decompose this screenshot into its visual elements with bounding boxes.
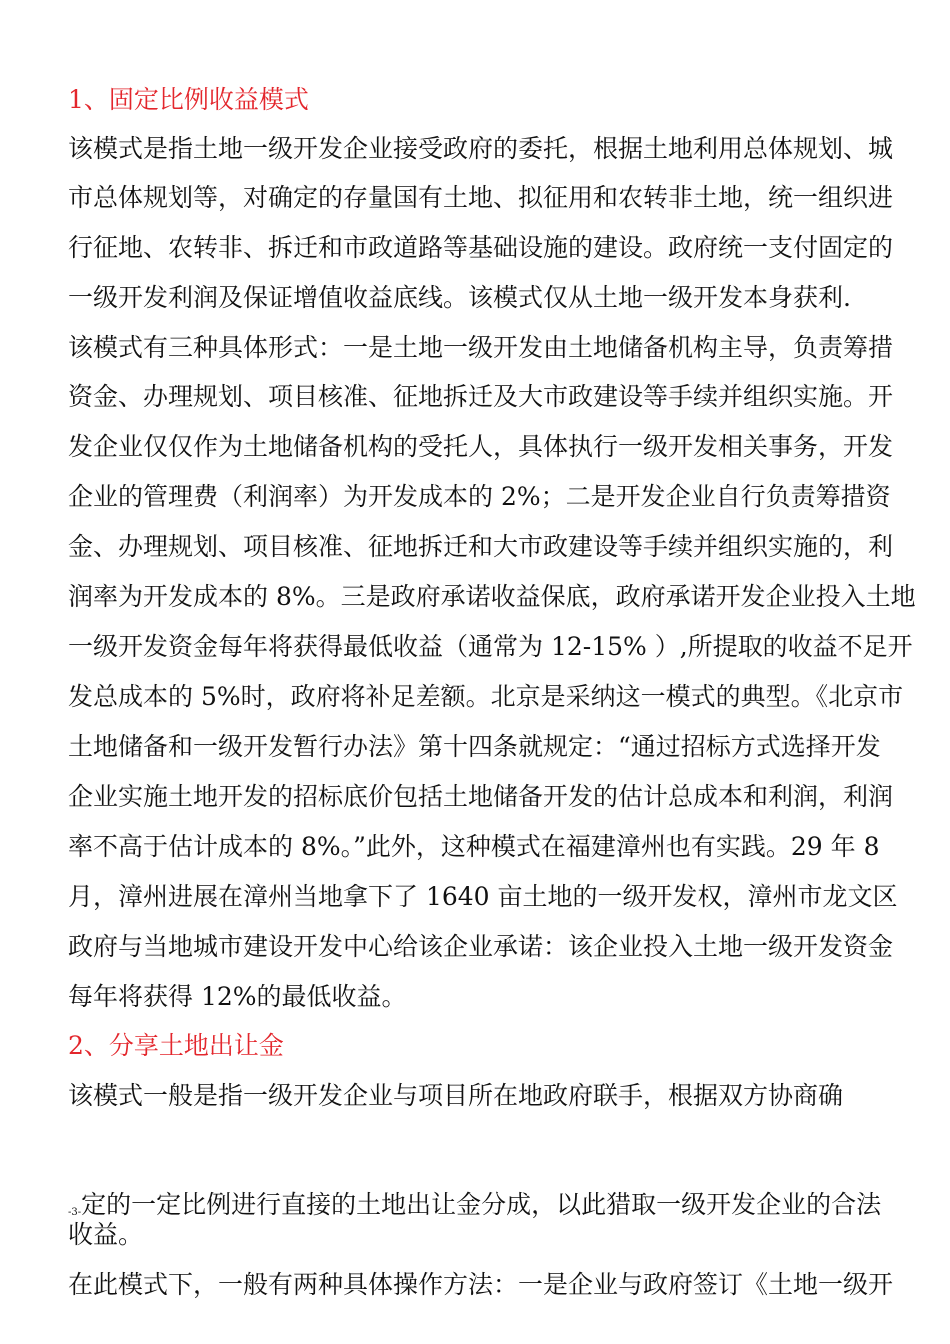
- paragraph-1-line: 该模式是指土地一级开发企业接受政府的委托，根据土地利用总体规划、城: [68, 134, 894, 163]
- paragraph-2-line: 政府与当地城市建设开发中心给该企业承诺：该企业投入土地一级开发资金: [68, 932, 894, 961]
- paragraph-2-line: 月，漳州进展在漳州当地拿下了 1640 亩土地的一级开发权，漳州市龙文区: [68, 882, 898, 911]
- paragraph-2-line: 发总成本的 5%时，政府将补足差额。北京是采纳这一模式的典型。《北京市: [68, 682, 904, 711]
- paragraph-2-line: 每年将获得 12%的最低收益。: [68, 982, 407, 1011]
- paragraph-2-line: 发企业仅仅作为土地储备机构的受托人，具体执行一级开发相关事务，开发: [68, 432, 894, 461]
- paragraph-3-line: 该模式一般是指一级开发企业与项目所在地政府联手，根据双方协商确: [68, 1081, 844, 1110]
- paragraph-3-cont-line: -3-定的一定比例进行直接的土地出让金分成，以此猎取一级开发企业的合法: [68, 1190, 882, 1219]
- paragraph-2-line: 率不高于估计成本的 8%。”此外，这种模式在福建漳州也有实践。29 年 8: [68, 832, 880, 861]
- paragraph-2-line: 企业实施土地开发的招标底价包括土地储备开发的估计总成本和利润，利润: [68, 782, 894, 811]
- page-number: -3-: [68, 1207, 82, 1218]
- section-heading-1: 1、固定比例收益模式: [68, 85, 309, 114]
- paragraph-2-line: 润率为开发成本的 8%。三是政府承诺收益保底，政府承诺开发企业投入土地: [68, 582, 916, 611]
- paragraph-2-line: 企业的管理费（利润率）为开发成本的 2%；二是开发企业自行负责筹措资: [68, 482, 891, 511]
- paragraph-3-cont-line: 收益。: [68, 1220, 144, 1249]
- page-continuation: [68, 1190, 881, 1250]
- section-heading-2: 2、分享土地出让金: [68, 1031, 284, 1060]
- paragraph-1-line: 市总体规划等，对确定的存量国有土地、拟征用和农转非土地，统一组织进: [68, 183, 894, 212]
- paragraph-2-line: 资金、办理规划、项目核准、征地拆迁及大市政建设等手续并组织实施。开: [68, 382, 894, 411]
- paragraph-2-line: 土地储备和一级开发暂行办法》第十四条就规定：“通过招标方式选择开发: [68, 732, 881, 761]
- paragraph-1-line: 一级开发利润及保证增值收益底线。该模式仅从土地一级开发本身获利.: [68, 283, 851, 312]
- paragraph-2-line: 该模式有三种具体形式：一是土地一级开发由土地储备机构主导，负责筹措: [68, 333, 894, 362]
- paragraph-2-line: 一级开发资金每年将获得最低收益（通常为 12-15% ）,所提取的收益不足开: [68, 632, 913, 661]
- paragraph-2-line: 金、办理规划、项目核准、征地拆迁和大市政建设等手续并组织实施的，利: [68, 532, 894, 561]
- paragraph-4-line: 在此模式下，一般有两种具体操作方法：一是企业与政府签订《土地一级开: [68, 1270, 894, 1299]
- paragraph-1-line: 行征地、农转非、拆迁和市政道路等基础设施的建设。政府统一支付固定的: [68, 233, 894, 262]
